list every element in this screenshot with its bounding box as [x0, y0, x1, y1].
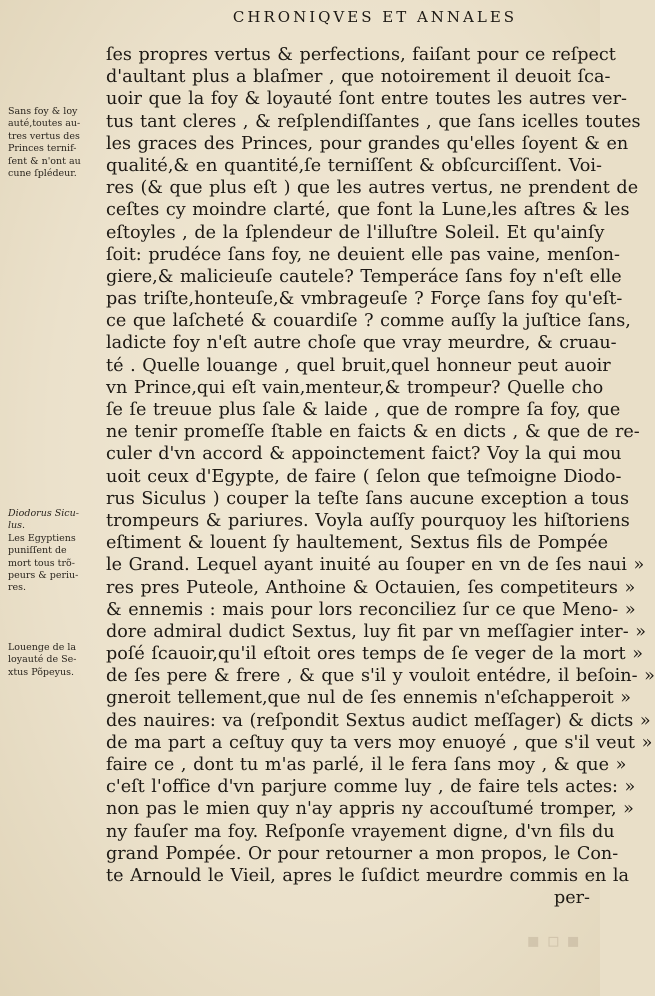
marginal-line: loyauté de Se-: [8, 654, 77, 666]
text-line: uoir que la foy & loyauté ſont entre toutes les autres ver-: [106, 89, 627, 110]
text-line: de ſes pere & frere , & que s'il y vouloit entédre, il beſoin- »: [106, 666, 655, 687]
text-line: ne tenir promeſſe ſtable en faicts & en dicts , & que de re-: [106, 422, 640, 443]
marginal-line: Diodorus Sicu-: [8, 508, 79, 519]
text-line: res pres Puteole, Anthoine & Octauien, ſes competiteurs »: [106, 577, 636, 598]
text-line: d'aultant plus a blaſmer , que notoirement il deuoit ſca-: [106, 67, 611, 88]
text-line: gneroit tellement,que nul de ſes ennemis n'eſchapperoit »: [106, 688, 632, 709]
text-line: tus tant cleres , & reſplendiſſantes , que ſans icelles toutes: [106, 111, 641, 132]
text-line: uoit ceux d'Egypte, de faire ( ſelon que teſmoigne Diodo-: [106, 466, 622, 487]
marginal-line: lus.: [8, 520, 26, 532]
marginal-line: tres vertus des: [8, 130, 80, 142]
text-line: res (& que plus eſt ) que les autres vertus, ne prendent de: [106, 178, 639, 199]
text-line: ny fauſer ma foy. Reſponſe vrayement digne, d'vn fils du: [106, 821, 615, 842]
text-line: ceſtes cy moindre clarté, que font la Lune,les aſtres & les: [106, 200, 630, 221]
show-through-mark: ▪ ▫ ▪: [526, 928, 580, 952]
marginal-line: puniſſent de: [8, 545, 67, 557]
marginal-note-diodorus: [8, 508, 102, 595]
marginal-line: auté,toutes au-: [8, 118, 81, 130]
running-head: CHRONIQVES ET ANNALES: [232, 8, 518, 26]
text-line: rus Siculus ) couper la teſte ſans aucune exception a tous: [106, 488, 629, 509]
text-line: les graces des Princes, pour grandes qu'elles ſoyent & en: [106, 133, 629, 154]
marginal-line: Princes ternif-: [8, 143, 77, 155]
text-line: grand Pompée. Or pour retourner a mon propos, le Con-: [106, 843, 619, 864]
text-line: le Grand. Lequel ayant inuité au ſouper en vn de ſes naui »: [106, 555, 645, 576]
text-line: per-: [553, 888, 590, 909]
marginal-line: Louenge de la: [8, 642, 77, 653]
text-line: pas triſte,honteuſe,& vmbrageuſe ? Forçe ſans foy qu'eſt-: [106, 289, 623, 310]
text-line: non pas le mien quy n'ay appris ny accouſtumé tromper, »: [106, 799, 634, 820]
text-line: ſes propres vertus & perfections, faiſant pour ce reſpect: [106, 45, 616, 65]
text-line: eſtoyles , de la ſplendeur de l'illuſtre Soleil. Et qu'ainſy: [106, 222, 605, 243]
text-line: c'eſt l'office d'vn parjure comme luy , de faire tels actes: »: [106, 777, 636, 798]
text-line: trompeurs & pariures. Voyla auſſy pourquoy les hiſtoriens: [106, 510, 630, 531]
marginal-note-sextus: [8, 642, 102, 679]
marginal-line: ſent & n'ont au: [8, 155, 81, 167]
marginal-line: cune ſplédeur.: [8, 168, 77, 180]
marginal-line: mort tous trõ-: [8, 557, 75, 569]
text-line: dore admiral dudict Sextus, luy fit par vn meſſagier inter- »: [106, 621, 647, 642]
text-line: des nauires: va (reſpondit Sextus audict meſſager) & dicts »: [106, 710, 651, 731]
text-line: té . Quelle louange , quel bruit,quel honneur peut auoir: [106, 355, 611, 376]
body-text: [106, 44, 655, 909]
marginal-note-faith: [8, 106, 102, 180]
text-line: eſtiment & louent ſy haultement, Sextus fils de Pompée: [106, 533, 609, 554]
text-line: & ennemis : mais pour lors reconciliez ſur ce que Meno- »: [106, 599, 636, 620]
text-line: faire ce , dont tu m'as parlé, il le fera ſans moy , & que »: [106, 755, 627, 775]
text-line: de ma part a ceſtuy quy ta vers moy enuoyé , que s'il veut »: [106, 732, 653, 753]
text-line: giere,& malicieuſe cautele? Temperáce ſans foy n'eſt elle: [106, 266, 622, 287]
text-line: culer d'vn accord & appoinctement faict? Voy la qui mou: [106, 444, 622, 465]
marginal-line: res.: [8, 582, 27, 594]
text-line: te Arnould le Vieil, apres le ſuſdict meurdre commis en la: [106, 865, 630, 886]
text-line: ſoit: prudéce ſans foy, ne deuient elle pas vaine, menſon-: [106, 244, 620, 265]
marginal-line: Les Egyptiens: [8, 532, 76, 544]
marginal-line: peurs & periu-: [8, 570, 79, 582]
text-line: qualité,& en quantité,ſe terniſſent & obſcurciſſent. Voi-: [106, 155, 602, 176]
text-line: ce que laſcheté & couardiſe ? comme auſſy la juſtice ſans,: [106, 311, 631, 332]
marginal-line: xtus Põpeyus.: [8, 666, 74, 678]
text-line: poſé ſcauoir,qu'il eſtoit ores temps de ſe veger de la mort »: [106, 644, 643, 665]
text-line: ladicte foy n'eſt autre choſe que vray meurdre, & cruau-: [106, 333, 617, 354]
text-line: vn Prince,qui eſt vain,menteur,& trompeur? Quelle cho: [106, 377, 604, 398]
marginal-line: Sans foy & loy: [8, 106, 78, 117]
text-line: ſe ſe treuue plus ſale & laide , que de rompre ſa foy, que: [106, 400, 621, 420]
